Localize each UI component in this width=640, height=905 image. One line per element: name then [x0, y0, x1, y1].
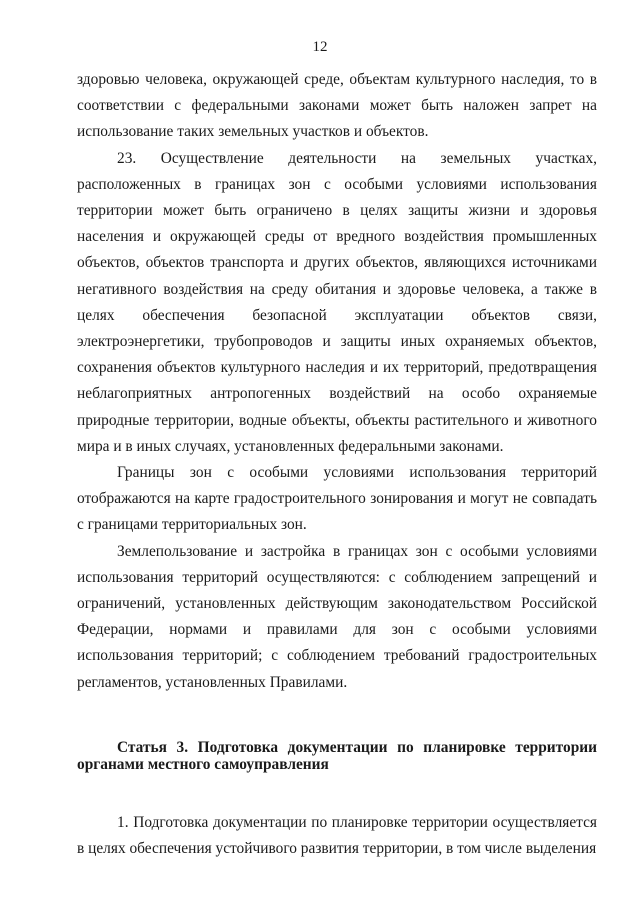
paragraph-continuation: здоровью человека, окружающей среде, объектам культурного наследия, то в соответствии с федеральными законами может быть наложен запрет на использование таких земельных участков и объектов. [77, 71, 597, 141]
paragraph-zone-boundaries: Границы зон с особыми условиями использования территорий отображаются на карте градостроительного зонирования и могут не совпадать с границами территориальных зон. [77, 464, 597, 534]
spacer [77, 696, 597, 739]
spacer [77, 773, 597, 810]
page-number: 12 [312, 39, 328, 55]
document-body [77, 67, 597, 862]
article-heading: Статья 3. Подготовка документации по планировке территории органами местного самоуправления [77, 738, 597, 773]
paragraph-land-use: Землепользование и застройка в границах зон с особыми условиями использования территорий осуществляются: с соблюдением запрещений и ограничений, установленных действующим законодательством Российской Федерации, нормами и правилами для зон с особыми условиями использования территорий; с соблюдением требований градостроительных регламентов, установленных Правилами. [77, 542, 597, 691]
paragraph-item-23: 23. Осуществление деятельности на земельных участках, расположенных в границах зон с особыми условиями использования территории может быть ограничено в целях защиты жизни и здоровья населения и окружающей среды от вредного воздействия промышленных объектов, объектов транспорта и других объектов, являющихся источниками негативного воздействия на среду обитания и здоровье человека, а также в целях обеспечения безопасной эксплуатации объектов связи, электроэнергетики, трубопроводов и защиты иных охраняемых объектов, сохранения объектов культурного наследия и их территорий, предотвращения неблагоприятных антропогенных воздействий на особо охраняемые природные территории, водные объекты, объекты растительного и животного мира и в иных случаях, установленных федеральными законами. [77, 149, 597, 455]
article-paragraph-1: 1. Подготовка документации по планировке территории осуществляется в целях обеспечения устойчивого развития территории, в том числе выделения [77, 813, 597, 858]
